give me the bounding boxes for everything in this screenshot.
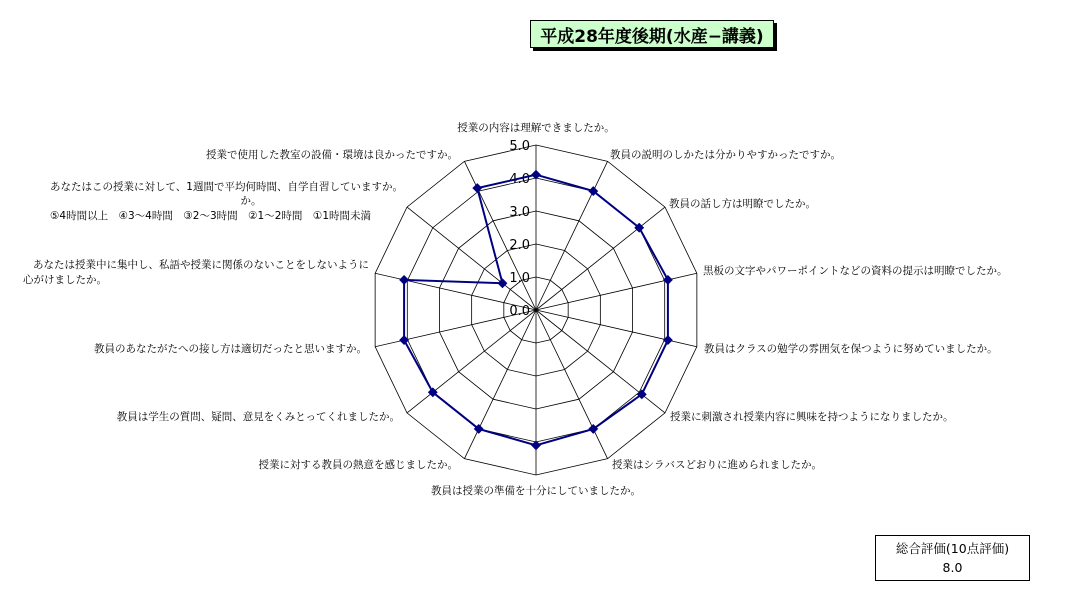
tick-label-1: 1.0 xyxy=(509,271,530,286)
axis-label-5 xyxy=(670,410,954,423)
data-point-7 xyxy=(531,440,541,450)
grid-spoke-3 xyxy=(536,273,697,310)
grid-spoke-9 xyxy=(407,310,536,413)
axis-label-6-line-0: 授業はシラバスどおりに進められましたか。 xyxy=(612,459,822,471)
axis-label-1-line-0: 教員の説明のしかたは分かりやすかったですか。 xyxy=(610,149,841,161)
axis-label-9 xyxy=(117,410,400,423)
axis-label-5-line-0: 授業に刺激され授業内容に興味を持つようになりましたか。 xyxy=(670,411,954,423)
tick-label-0: 0.0 xyxy=(509,304,530,319)
data-point-13 xyxy=(472,183,482,193)
overall-score-box xyxy=(875,535,1030,581)
axis-label-7 xyxy=(431,484,641,497)
data-point-0 xyxy=(531,170,541,180)
axis-label-3-line-0: 黒板の文字やパワーポイントなどの資料の提示は明瞭でしたか。 xyxy=(703,265,1008,277)
axis-label-6 xyxy=(612,458,822,471)
tick-label-4: 4.0 xyxy=(509,172,530,187)
axis-label-10 xyxy=(94,342,367,355)
axis-label-12-line-2: ⑤4時間以上 ④3〜4時間 ③2〜3時間 ②1〜2時間 ①1時間未満 xyxy=(50,210,372,222)
axis-label-2 xyxy=(669,197,816,210)
axis-label-0-line-0: 授業の内容は理解できましたか。 xyxy=(457,122,615,134)
overall-score-value: 8.0 xyxy=(942,560,963,575)
chart-title: 平成28年度後期(水産−講義) xyxy=(530,20,774,48)
axis-label-12-line-0: あなたはこの授業に対して、1週間で平均何時間、自学自習していますか。 xyxy=(50,181,403,193)
axis-label-10-line-0: 教員のあなたがたへの接し方は適切だったと思いますか。 xyxy=(94,343,367,355)
tick-label-2: 2.0 xyxy=(509,238,530,253)
axis-label-3 xyxy=(703,264,1008,277)
radar-grid xyxy=(375,145,697,475)
grid-spoke-5 xyxy=(536,310,665,413)
axis-label-9-line-0: 教員は学生の質問、疑問、意見をくみとってくれましたか。 xyxy=(116,411,400,423)
tick-label-5: 5.0 xyxy=(509,139,530,154)
axis-label-1 xyxy=(610,148,841,161)
axis-label-4 xyxy=(704,342,998,355)
tick-label-3: 3.0 xyxy=(509,205,530,220)
overall-score-heading: 総合評価(10点評価) xyxy=(895,541,1010,556)
grid-spoke-12 xyxy=(407,207,536,310)
grid-spoke-4 xyxy=(536,310,697,347)
axis-label-7-line-0: 教員は授業の準備を十分にしていましたか。 xyxy=(431,485,641,497)
axis-label-12-line-1: か。 xyxy=(240,195,262,207)
axis-label-13-line-0: 授業で使用した教室の設備・環境は良かったですか。 xyxy=(206,149,458,161)
axis-label-11-line-1: 心がけましたか。 xyxy=(23,274,107,286)
axis-label-8-line-0: 授業に対する教員の熱意を感じましたか。 xyxy=(258,459,458,471)
axis-label-11 xyxy=(23,258,369,286)
axis-label-2-line-0: 教員の話し方は明瞭でしたか。 xyxy=(669,198,816,210)
axis-label-4-line-0: 教員はクラスの勉学の雰囲気を保つように努めていましたか。 xyxy=(704,343,998,355)
data-point-12 xyxy=(498,278,508,288)
axis-label-12 xyxy=(50,180,403,222)
axis-label-8 xyxy=(259,458,459,471)
axis-label-13 xyxy=(206,148,458,161)
grid-spoke-2 xyxy=(536,207,665,310)
axis-label-0 xyxy=(457,121,615,134)
axis-label-11-line-0: あなたは授業中に集中し、私語や授業に関係のないことをしないように xyxy=(33,259,369,271)
